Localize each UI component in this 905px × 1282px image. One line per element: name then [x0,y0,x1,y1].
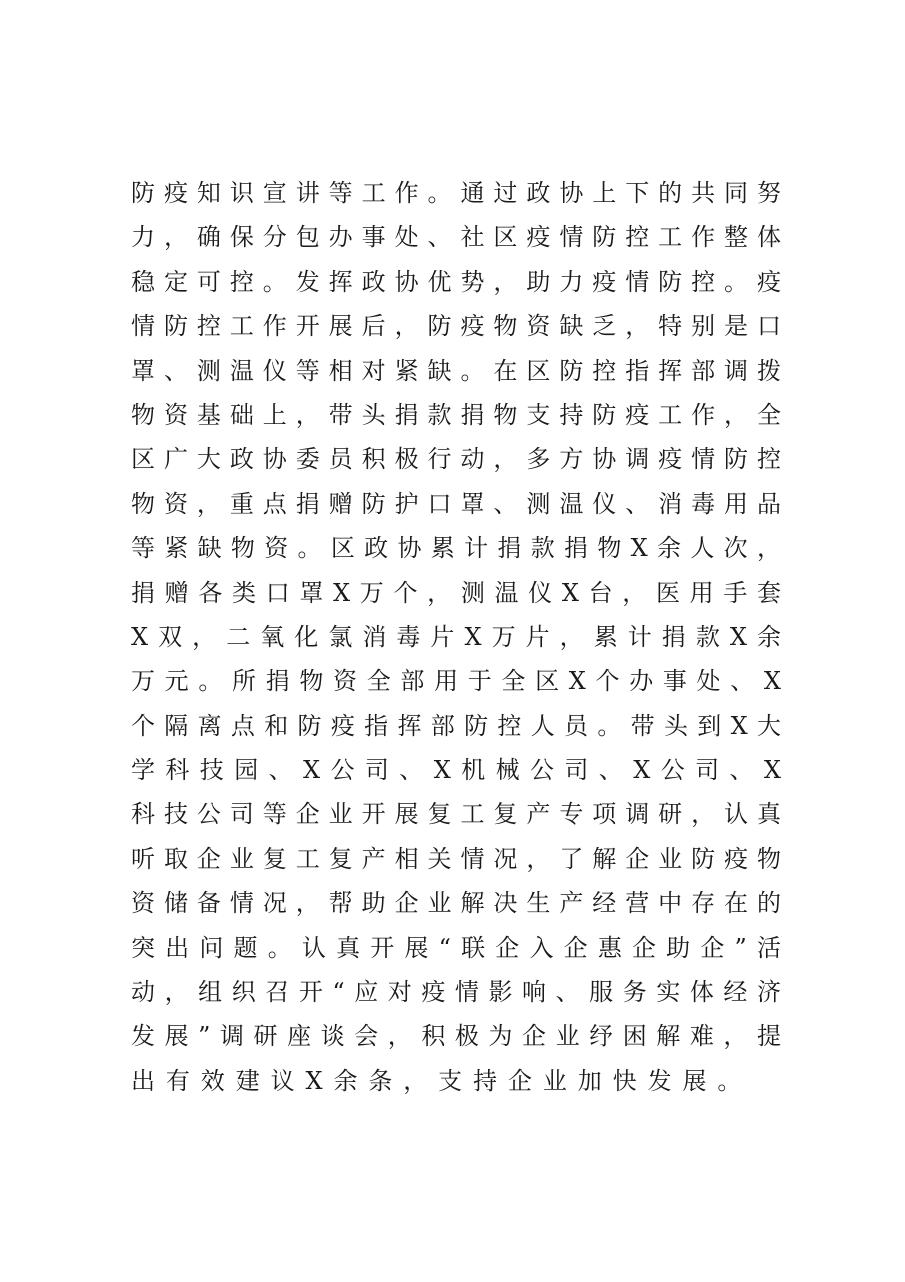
text-line: 罩、测温仪等相对紧缺。在区防控指挥部调拨 [131,356,781,385]
body-paragraph [131,171,781,1103]
text-line: 等紧缺物资。区政协累计捐款捐物X余人次， [131,534,781,563]
text-line: 物资基础上，带头捐款捐物支持防疫工作，全 [131,400,781,429]
text-line: 听取企业复工复产相关情况，了解企业防疫物 [131,844,781,873]
text-line: 区广大政协委员积极行动，多方协调疫情防控 [131,445,781,474]
text-line: 捐赠各类口罩X万个，测温仪X台，医用手套 [131,578,781,607]
text-line: 力，确保分包办事处、社区疫情防控工作整体 [131,223,781,252]
text-line: 物资，重点捐赠防护口罩、测温仪、消毒用品 [131,489,781,518]
text-line: 资储备情况，帮助企业解决生产经营中存在的 [131,889,781,918]
text-line: 动，组织召开“应对疫情影响、服务实体经济 [131,978,781,1007]
text-line: 学科技园、X公司、X机械公司、X公司、X [131,756,781,785]
text-line: 发展”调研座谈会，积极为企业纾困解难，提 [131,1022,781,1051]
text-line: 情防控工作开展后，防疫物资缺乏，特别是口 [131,312,781,341]
text-line: 突出问题。认真开展“联企入企惠企助企”活 [131,933,781,962]
text-line: X双，二氧化氯消毒片X万片，累计捐款X余 [131,622,781,651]
text-line: 防疫知识宣讲等工作。通过政协上下的共同努 [131,179,781,207]
text-line: 科技公司等企业开展复工复产专项调研，认真 [131,800,781,829]
text-line-last: 出有效建议X余条，支持企业加快发展。 [131,1066,753,1095]
text-line: 个隔离点和防疫指挥部防控人员。带头到X大 [131,711,781,740]
text-line: 稳定可控。发挥政协优势，助力疫情防控。疫 [131,267,781,296]
text-line: 万元。所捐物资全部用于全区X个办事处、X [131,667,781,696]
